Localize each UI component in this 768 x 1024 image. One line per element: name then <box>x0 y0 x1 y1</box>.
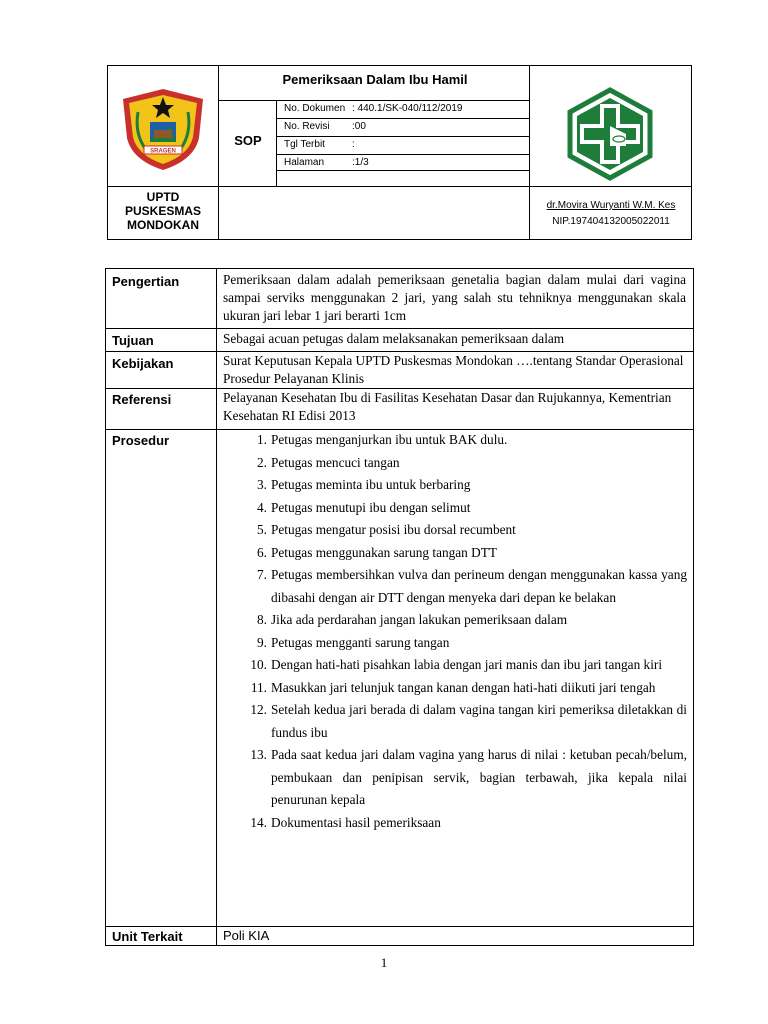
doc-number-row <box>278 100 528 118</box>
step-text: Petugas meminta ibu untuk berbaring <box>271 477 471 492</box>
doc-field-value: :00 <box>352 121 366 132</box>
tujuan-label: Tujuan <box>112 333 154 348</box>
referensi-text: Pelayanan Kesehatan Ibu di Fasilitas Kesehatan Dasar dan Rujukannya, Kementrian Kesehatan RI Edisi 2013 <box>223 390 672 423</box>
page-row <box>278 154 528 172</box>
doc-field-key: Tgl Terbit <box>284 139 325 150</box>
procedure-step <box>223 609 693 632</box>
step-number: 4. <box>257 499 267 515</box>
page-number: 1 <box>380 955 388 970</box>
step-number: 2. <box>257 454 267 470</box>
signer-name: dr.Movira Wuryanti W.M. Kes <box>546 200 676 211</box>
procedure-list <box>223 429 693 834</box>
puskesmas-logo-icon <box>562 86 658 182</box>
procedure-step <box>223 429 693 452</box>
kebijakan-text: Surat Keputusan Kepala UPTD Puskesmas Mondokan ….tentang Standar Operasional Prosedur Pelayanan Klinis <box>223 353 684 386</box>
procedure-step <box>223 654 693 677</box>
unit-terkait-label: Unit Terkait <box>112 929 183 944</box>
step-text: Pada saat kedua jari dalam vagina yang harus di nilai : ketuban pecah/belum, pembukaan dan penipisan servik, bagian terbawah, jika kepala nilai penurunan kepala <box>271 747 687 807</box>
pengertian-text: Pemeriksaan dalam adalah pemeriksaan genetalia bagian dalam mulai dari vagina sampai serviks menggunakan 2 jari, yang salah stu tehniknya menggunakan skala ukuran jari lebar 1 jari berarti 1cm <box>223 272 686 323</box>
procedure-step <box>223 632 693 655</box>
sop-label: SOP <box>234 133 262 148</box>
document-title: Pemeriksaan Dalam Ibu Hamil <box>282 72 468 87</box>
kebijakan-label: Kebijakan <box>112 356 174 371</box>
procedure-step <box>223 677 693 700</box>
revision-row <box>278 118 528 136</box>
step-text: Petugas mengganti sarung tangan <box>271 634 450 650</box>
doc-field-key: Halaman <box>284 157 325 168</box>
step-text: Petugas mengatur posisi ibu dorsal recumbent <box>271 522 516 537</box>
doc-field-value: : <box>352 139 355 150</box>
signer-nip: NIP.197404132005022011 <box>552 216 670 227</box>
step-text: Petugas membersihkan vulva dan perineum dengan menggunakan kassa yang dibasahi dengan air DTT dengan menyeka dari depan ke belakan <box>271 567 687 605</box>
procedure-step <box>223 542 693 565</box>
procedure-step <box>223 497 693 520</box>
doc-field-value: :1/3 <box>352 157 369 168</box>
procedure-step <box>223 699 693 744</box>
sragen-regency-emblem-icon <box>120 86 206 172</box>
step-number: 11. <box>250 679 267 695</box>
org-line: MONDOKAN <box>127 218 199 232</box>
procedure-step <box>223 474 693 497</box>
step-number: 13. <box>250 747 267 762</box>
step-number: 5. <box>257 522 267 537</box>
org-line: UPTD <box>146 190 180 204</box>
step-number: 12. <box>250 702 267 717</box>
step-number: 9. <box>257 634 267 650</box>
tujuan-text: Sebagai acuan petugas dalam melaksanakan pemeriksaan dalam <box>223 331 565 346</box>
doc-field-key: No. Dokumen <box>284 103 346 114</box>
sop-content-table <box>105 268 694 946</box>
step-number: 1. <box>257 432 267 447</box>
referensi-label: Referensi <box>112 392 172 407</box>
prosedur-label: Prosedur <box>112 433 170 448</box>
doc-field-key: No. Revisi <box>284 121 330 132</box>
step-text: Petugas menutupi ibu dengan selimut <box>271 499 471 515</box>
step-number: 14. <box>250 814 267 830</box>
procedure-step <box>223 452 693 475</box>
organization-name <box>108 190 218 232</box>
step-text: Jika ada perdarahan jangan lakukan pemeriksaan dalam <box>271 612 568 627</box>
doc-field-value: : 440.1/SK-040/112/2019 <box>352 103 463 114</box>
org-line: PUSKESMAS <box>124 204 201 218</box>
step-number: 10. <box>250 657 267 672</box>
pengertian-label: Pengertian <box>112 274 180 289</box>
step-text: Petugas mencuci tangan <box>271 454 400 470</box>
emblem-label: SRAGEN <box>150 148 176 155</box>
step-number: 3. <box>257 477 267 492</box>
document-header <box>107 65 692 240</box>
step-text: Petugas menggunakan sarung tangan DTT <box>271 544 497 560</box>
step-number: 6. <box>257 544 267 560</box>
step-text: Masukkan jari telunjuk tangan kanan dengan hati-hati diikuti jari tengah <box>271 679 656 695</box>
procedure-step <box>223 564 693 609</box>
step-number: 7. <box>257 567 267 582</box>
step-number: 8. <box>257 612 267 627</box>
step-text: Dokumentasi hasil pemeriksaan <box>271 814 441 830</box>
step-text: Petugas menganjurkan ibu untuk BAK dulu. <box>271 432 508 447</box>
procedure-step <box>223 812 693 835</box>
step-text: Dengan hati-hati pisahkan labia dengan jari manis dan ibu jari tangan kiri <box>271 657 663 672</box>
step-text: Setelah kedua jari berada di dalam vagina tangan kiri pemeriksa diletakkan di fundus ibu <box>271 702 687 740</box>
unit-terkait-text: Poli KIA <box>223 928 270 943</box>
procedure-step <box>223 519 693 542</box>
procedure-step <box>223 744 693 812</box>
issue-date-row <box>278 136 528 154</box>
